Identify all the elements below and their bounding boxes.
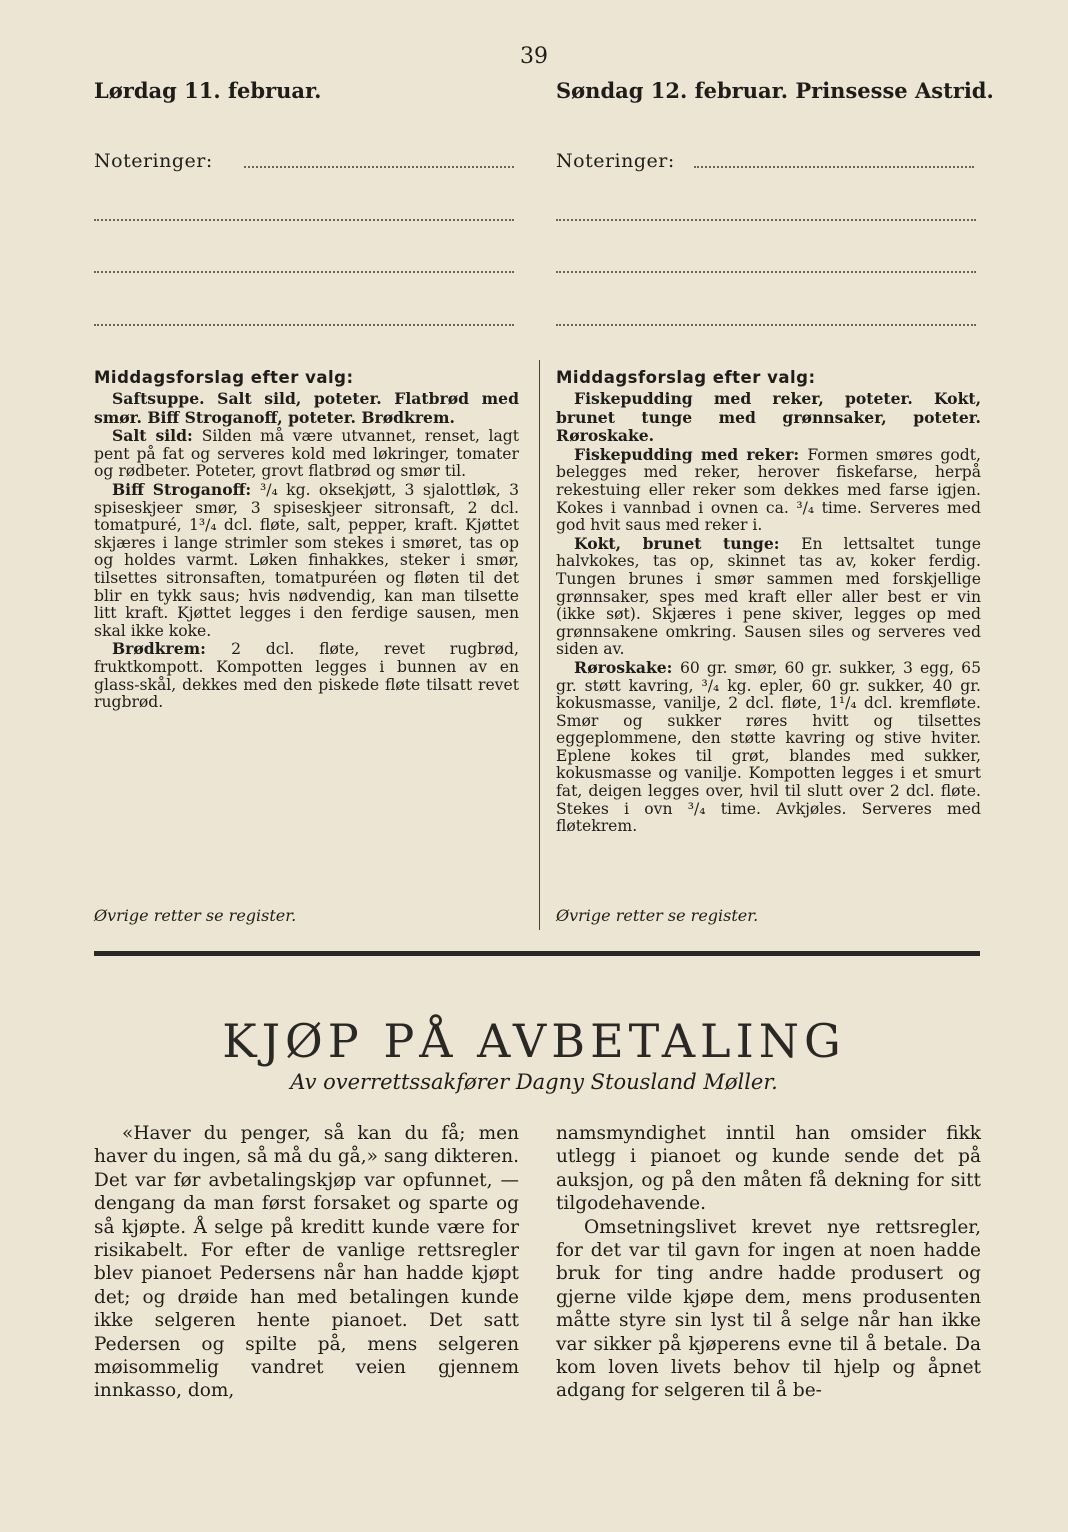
article-paragraph: «Haver du penger, så kan du få; men haver du ingen, så må du gå,» sang dikteren. Det var før avbetalingskjøp var opfunnet, — dengang da man først forsaket og sparte og så kjøpte. Å selge på kreditt kunde være for risikabelt. For efter de vanlige rettsregler blev pianoet Pedersens når han hadde kjøpt det; og drøide han med betalingen kunde ikke selgeren hente pianoet. Det satt Pedersen og spilte på, mens selgeren møisommelig vandret veien gjennem innkasso, dom, (94, 1123, 519, 1402)
recipe-body: En lettsaltet tunge halvkokes, tas op, skinnet tas av, koker ferdig. Tungen brunes i smør sammen med forskjellige grønnsaker, spes med kraft eller aller best er vin (ikke søt). Skjæres i pene skiver, legges op med grønnsakene omkring. Sausen siles og serveres ved siden av. (556, 534, 981, 659)
article-paragraph: namsmyndighet inntil han omsider fikk utlegg i pianoet og kunde sende det på auksjon, og på den måten få dekning for sitt tilgodehavende. (556, 1123, 981, 1215)
recipe-paragraph (94, 390, 519, 427)
recipe-lead: Biff Stroganoff: (112, 479, 261, 499)
article-paragraph: Omsetningslivet krevet nye rettsregler, for det var til gavn for ingen at noen hadde bruk for ting andre hadde produsert og gjerne vilde kjøpe dem, mens produsenten måtte styre sin lyst til å selge når han ikke var sikker på kjøperens evne til å betale. Da kom loven livets behov til hjelp og åpnet adgang for selgeren til å be- (556, 1216, 981, 1402)
recipe-paragraph (94, 427, 519, 481)
section-divider (94, 951, 980, 956)
recipe-lead: Salt sild: (112, 426, 202, 446)
notes-dotted-line (244, 166, 514, 168)
notes-dotted-line (694, 166, 974, 168)
recipe-body: Silden må være utvannet, renset, lagt pent på fat og serveres kold med løkringer, tomater og rødbeter. Poteter, grovt flatbrød og smør til. (94, 427, 520, 481)
recipe-body: 60 gr. smør, 60 gr. sukker, 3 egg, 65 gr. støtt kavring, ³/₄ kg. epler, 60 gr. sukker, 40 gr. kokusmasse, vanilje, 2 dcl. fløte, 1¹/₄ dcl. kremfløte. Smør og sukker røres hvitt og tilsettes eggeplommene, den støtte kavring og stive hviter. Eplene kokes til grøt, blandes med sukker, kokusmasse og vanilje. Kompotten legges i et smurt fat, deigen legges over, hvil til slutt over 2 dcl. fløte. Stekes i ovn ³/₄ time. Avkjøles. Serveres med fløtekrem. (556, 658, 981, 836)
recipe-lead: Saftsuppe. Salt sild, poteter. Flatbrød med smør. Biff Stroganoff, poteter. Brødkrem. (94, 389, 519, 427)
article-column-right (556, 1122, 981, 1403)
notes-dotted-line (556, 324, 976, 326)
notes-label-saturday: Noteringer: (94, 150, 213, 172)
recipe-paragraph (556, 659, 981, 836)
notes-dotted-line (94, 271, 514, 273)
recipe-paragraph (94, 481, 519, 640)
recipe-paragraph (94, 640, 519, 711)
recipe-body: 2 dcl. fløte, revet rugbrød, fruktkompott. Kompotten legges i bunnen av en glass-skål, dekkes med den piskede fløte tilsatt revet rugbrød. (94, 640, 519, 712)
menu-heading-sunday: Middagsforslag efter valg: (556, 368, 816, 387)
column-divider (539, 360, 540, 930)
notes-dotted-line (94, 219, 514, 221)
recipes-saturday (94, 390, 519, 712)
notes-label-sunday: Noteringer: (556, 150, 675, 172)
recipe-lead: Brødkrem: (112, 639, 232, 659)
recipe-paragraph (556, 446, 981, 535)
other-dishes-note-saturday: Øvrige retter se register. (94, 906, 297, 925)
notes-dotted-line (556, 271, 976, 273)
recipe-paragraph (556, 535, 981, 659)
recipe-body: Formen smøres godt, belegges med reker, herover fiskefarse, herpå rekestuing eller reker som dekkes med farse igjen. Kokes i vannbad i ovnen ca. ³/₄ time. Serveres med god hvit saus med reker i. (556, 445, 981, 535)
recipes-sunday (556, 390, 981, 836)
day-heading-saturday: Lørdag 11. februar. (94, 78, 322, 103)
article-title: KJØP PÅ AVBETALING (222, 1014, 846, 1068)
recipe-lead: Fiskepudding med reker, poteter. Kokt, brunet tunge med grønnsaker, poteter. Røroskake. (556, 389, 981, 446)
recipe-body: ³/₄ kg. oksekjøtt, 3 sjalottløk, 3 spiseskjeer smør, 3 spiseskjeer sitronsaft, 2 dcl. tomatpuré, 1³/₄ dcl. fløte, salt, pepper, kraft. Kjøttet skjæres i lange strimler som stekes i smøret, tas op og holdes varmt. Løken finhakkes, steker i smør, tilsettes sitronsaften, tomatpuréen og fløten til det blir en tykk saus; hvis nødvendig, kan man tilsette litt kraft. Kjøttet legges i den ferdige sausen, men skal ikke koke. (94, 480, 519, 640)
recipe-lead: Kokt, brunet tunge: (574, 533, 802, 553)
page-number: 39 (520, 44, 548, 69)
notes-dotted-line (94, 324, 514, 326)
other-dishes-note-sunday: Øvrige retter se register. (556, 906, 759, 925)
recipe-lead: Fiskepudding med reker: (574, 444, 808, 464)
article-byline: Av overrettssakfører Dagny Stousland Møller. (290, 1070, 778, 1094)
article-column-left (94, 1122, 519, 1403)
menu-heading-saturday: Middagsforslag efter valg: (94, 368, 354, 387)
recipe-lead: Røroskake: (574, 657, 680, 677)
recipe-paragraph (556, 390, 981, 446)
day-heading-sunday: Søndag 12. februar. Prinsesse Astrid. (556, 78, 994, 103)
notes-dotted-line (556, 219, 976, 221)
